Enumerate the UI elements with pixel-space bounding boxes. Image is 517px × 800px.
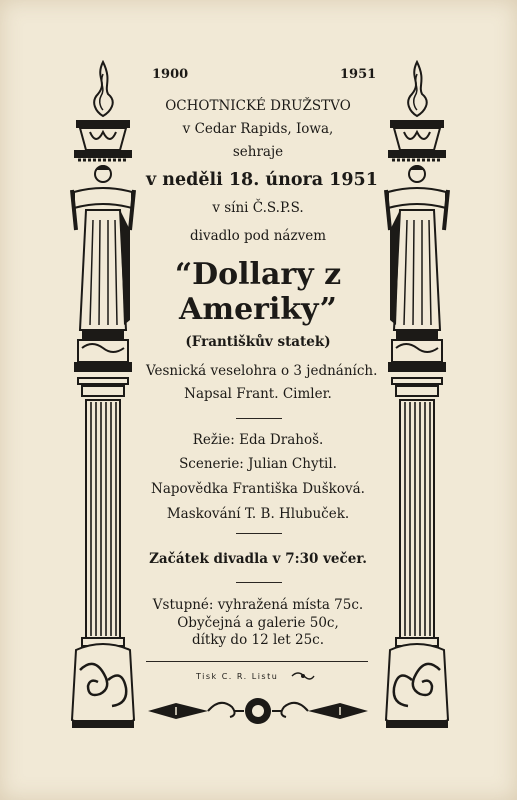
bottom-scroll-ornament — [146, 690, 370, 732]
right-caryatid-column — [382, 60, 452, 740]
performance-date: v neděli 18. února 1951 — [146, 170, 378, 190]
credit-prompter: Napovědka Františka Dušková. — [151, 481, 365, 497]
divider-rule — [236, 418, 282, 419]
credit-makeup: Maskování T. B. Hlubuček. — [166, 506, 350, 522]
footer-rule — [146, 661, 368, 662]
caryatid-column-illustration-right — [382, 60, 452, 740]
organization-name: OCHOTNICKÉ DRUŽSTVO — [165, 98, 351, 114]
year-right: 1951 — [340, 67, 377, 82]
location-line: v Cedar Rapids, Iowa, — [182, 121, 334, 137]
printer-credit: Tisk C. R. Listu — [196, 672, 279, 681]
divider-rule — [236, 582, 282, 583]
play-title-line-2: Ameriky” — [179, 292, 337, 327]
admission-general: Obyčejná a galerie 50c, — [177, 615, 339, 631]
play-title-line-1: “Dollary z — [174, 257, 342, 292]
caryatid-column-illustration-left — [68, 60, 138, 740]
verb-line: sehraje — [232, 144, 284, 160]
intro-line: divadlo pod názvem — [190, 228, 326, 244]
play-author: Napsal Frant. Cimler. — [184, 386, 332, 402]
play-genre: Vesnická veselohra o 3 jednáních. — [146, 363, 378, 379]
play-subtitle: (Františkův statek) — [185, 334, 331, 350]
left-caryatid-column — [68, 60, 138, 740]
start-time: Začátek divadla v 7:30 večer. — [149, 551, 367, 567]
admission-reserved: Vstupné: vyhražená místa 75c. — [152, 597, 364, 613]
year-left: 1900 — [152, 67, 189, 82]
credit-scenery: Scenerie: Julian Chytil. — [179, 456, 337, 472]
venue-line: v síni Č.S.P.S. — [212, 200, 304, 216]
credit-director: Režie: Eda Drahoš. — [192, 432, 324, 448]
printer-ornament-icon — [290, 669, 316, 683]
divider-rule — [236, 533, 282, 534]
admission-children: dítky do 12 let 25c. — [191, 632, 325, 648]
